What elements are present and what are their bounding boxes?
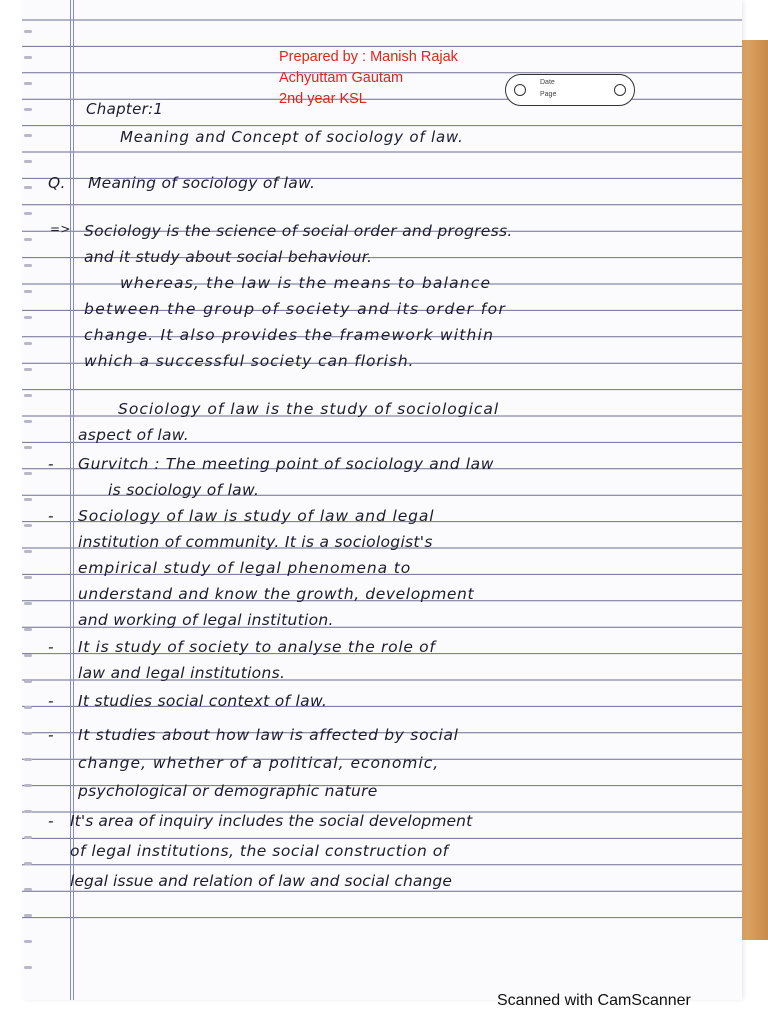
text-line: between the group of society and its order for: [84, 300, 507, 318]
bullet-line: It's area of inquiry includes the social development: [70, 812, 473, 830]
author-line: Prepared by : Manish Rajak: [279, 49, 458, 65]
chapter-title: Meaning and Concept of sociology of law.: [120, 128, 464, 146]
coauthor-line: Achyuttam Gautam: [279, 70, 404, 86]
bullet-line: institution of community. It is a sociologist's: [78, 533, 433, 551]
bullet-dash: -: [48, 692, 54, 710]
scanner-watermark: Scanned with CamScanner: [497, 992, 691, 1009]
text-line: Sociology of law is the study of sociological: [118, 400, 500, 418]
bullet-line: and working of legal institution.: [78, 611, 334, 629]
question-heading: Meaning of sociology of law.: [88, 174, 316, 192]
bullet-dash: -: [48, 812, 54, 830]
bullet-line: is sociology of law.: [108, 481, 260, 499]
year-line: 2nd year KSL: [279, 91, 367, 107]
bullet-line: change, whether of a political, economic,: [78, 754, 440, 772]
date-label: Date: [540, 79, 555, 86]
bullet-line: legal issue and relation of law and social change: [70, 872, 453, 890]
chapter-label: Chapter:1: [86, 100, 164, 118]
bullet-dash: -: [48, 455, 54, 473]
text-line: Sociology is the science of social order and progress.: [84, 222, 513, 240]
bullet-dash: -: [48, 638, 54, 656]
text-line: whereas, the law is the means to balance: [120, 274, 492, 292]
bullet-line: It studies social context of law.: [78, 692, 328, 710]
bullet-line: of legal institutions, the social construction of: [70, 842, 449, 860]
answer-marker: =>: [50, 222, 71, 236]
bullet-dash: -: [48, 726, 54, 744]
bullet-dash: -: [48, 507, 54, 525]
text-line: and it study about social behaviour.: [84, 248, 373, 266]
bullet-line: It is study of society to analyse the role of: [78, 638, 436, 656]
bullet-line: Gurvitch : The meeting point of sociology and law: [78, 455, 494, 473]
bullet-line: law and legal institutions.: [78, 664, 286, 682]
bullet-line: Sociology of law is study of law and legal: [78, 507, 435, 525]
question-marker: Q.: [48, 174, 66, 192]
page-label: Page: [540, 91, 557, 98]
bullet-line: understand and know the growth, development: [78, 585, 475, 603]
text-line: change. It also provides the framework within: [84, 326, 495, 344]
bullet-line: psychological or demographic nature: [78, 782, 378, 800]
bullet-line: It studies about how law is affected by social: [78, 726, 459, 744]
text-line: aspect of law.: [78, 426, 189, 444]
text-line: which a successful society can florish.: [84, 352, 415, 370]
bullet-line: empirical study of legal phenomena to: [78, 559, 412, 577]
